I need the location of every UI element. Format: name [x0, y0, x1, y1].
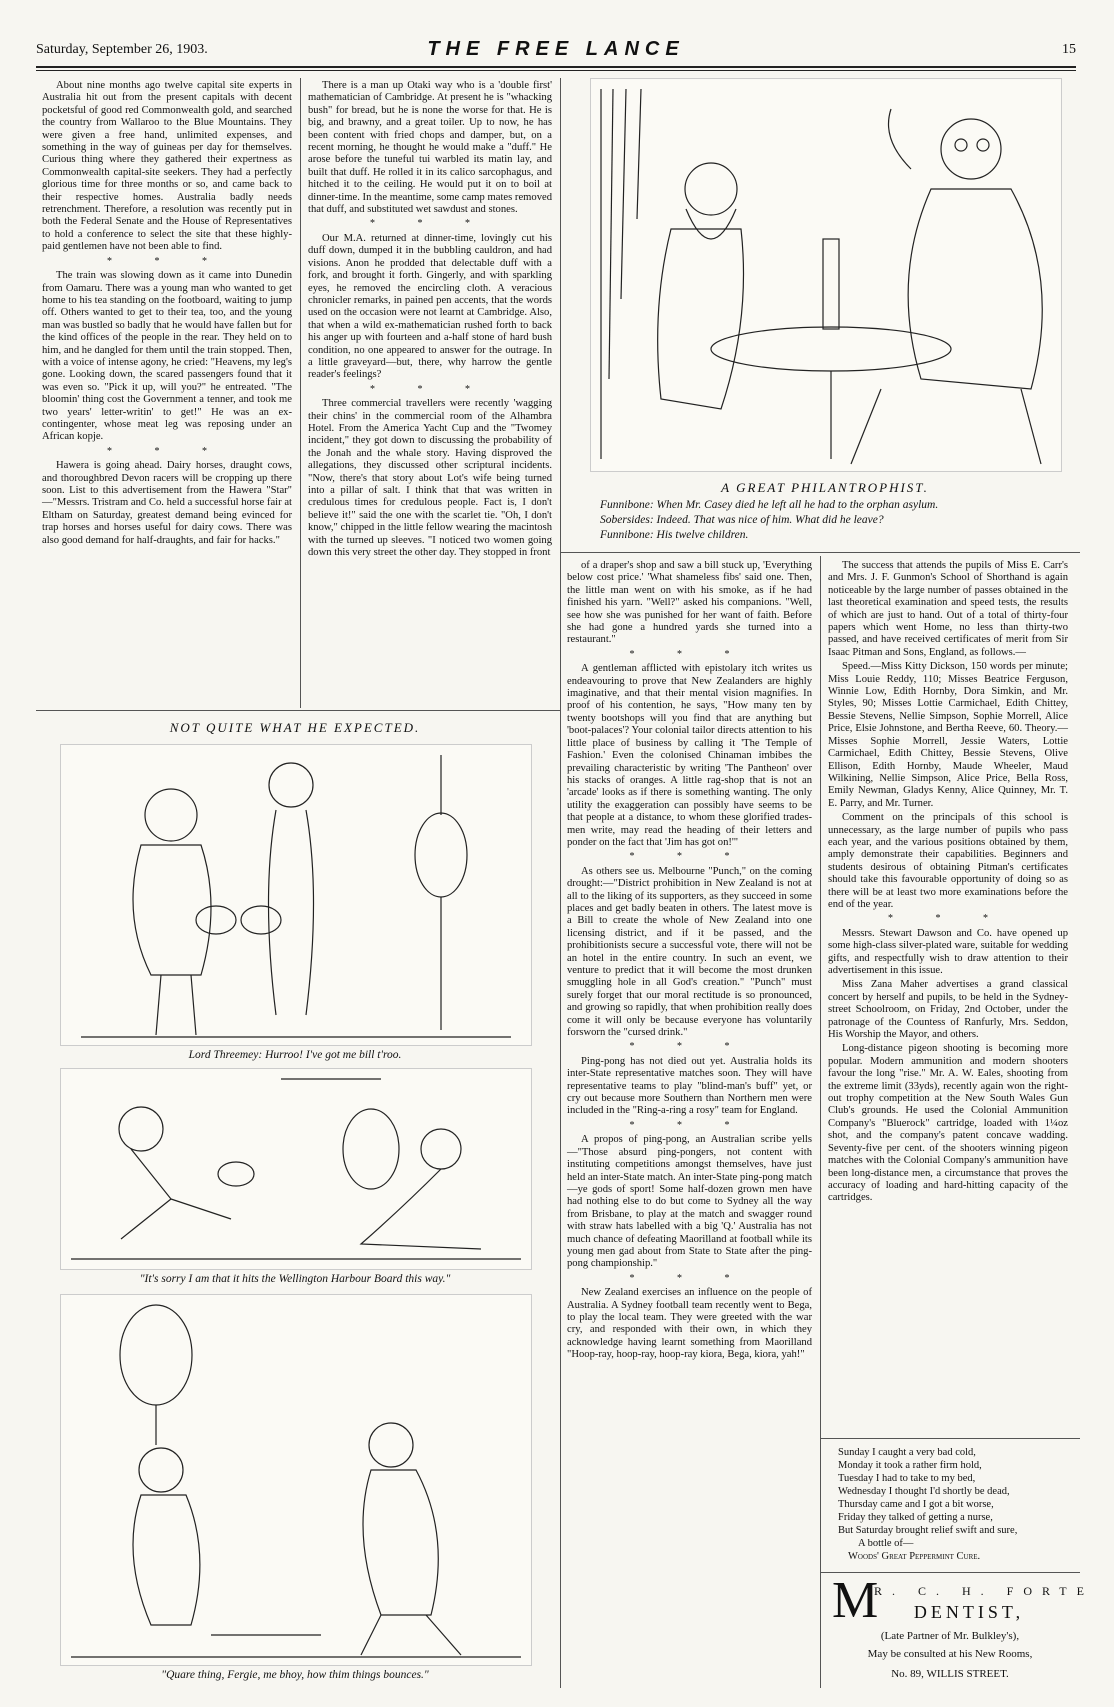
section-separator: * * * — [370, 383, 490, 395]
cartoon-1-caption — [600, 498, 1060, 543]
article-paragraph: A propos of ping-pong, an Australian scribe yells —"Those absurd ping-pongers, not content with instituting competitions amongst themselves, have just held an inter-State match. An inter-State ping-pong match—ye gods of sport! Some half-dozen grown men have had nothing else to do but come to Sydney all the way from Brisbane, to play at the match and swagger round with straw hats labelled with a big 'Q.' Australia has not much chance of defeating Maorilland at football while its young men gad about from State to State after the ping-pong championship." — [567, 1134, 812, 1270]
poem-line: Wednesday I thought I'd shortly be dead, — [838, 1486, 1010, 1497]
article-paragraph: The success that attends the pupils of Miss E. Carr's and Mrs. J. F. Gunmon's School of Shorthand is again noticeable by the large number of passes obtained in the last theoretical examination and speed tests, the results of which are just to hand. Out of a total of thirty-four papers which went Home, no less than thirty-two passed, and have received certificates of merit from Sir Isaac Pitman and Sons, England, as follows.— — [828, 560, 1068, 658]
article-paragraph: New Zealand exercises an influence on the people of Australia. A Sydney football team recently went to Bega, to play the local team. They were greeted with the war cry, and responded with their own, in which they acknowledge having learnt something from Maorilland "Hoop-ray, hoop-ray, hoop-ray kiora, Bega, kiora, yah!" — [567, 1287, 812, 1361]
poem-line: Tuesday I had to take to my bed, — [838, 1473, 976, 1484]
dentist-ad — [830, 1572, 1094, 1688]
section-separator: * * * — [629, 1041, 750, 1053]
dentist-address: No. 89, WILLIS STREET. — [891, 1668, 1009, 1680]
caption-line: Sobersides: Indeed. That was nice of him. What did he leave? — [600, 514, 884, 526]
cartoon-2-caption-3: "Quare thing, Fergie, me bhoy, how thim things bounces." — [161, 1669, 429, 1681]
masthead: THE FREE LANCE — [427, 38, 685, 60]
article-paragraph: About nine months ago twelve capital site experts in Australia hit out from the present capitals with decent pocketsful of good red Commonwealth gold, and searched the country from Wallaroo to the Blue Mountains. They were given a free hand, unlimited expenses, and something in the way of guineas per day for themselves. Curious thing where they gathered their expertness as Commonwealth capital-site seekers. They had a perfectly glorious time for three months or so, and came back to their respective homes. Australia badly needs retrenchment. Therefore, a resolution was recently put in both the Federal Senate and the House of Representatives to hold a conference to select the site that these highly-paid gentlemen have not been able to find. — [42, 80, 292, 253]
column-1 — [42, 80, 292, 549]
page-header — [36, 40, 1076, 62]
section-separator: * * * — [107, 255, 227, 267]
caption-line: Funnibone: When Mr. Casey died he left all he had to the orphan asylum. — [600, 499, 939, 511]
cartoon-drawing — [61, 1069, 531, 1269]
column-divider — [560, 78, 561, 1688]
section-separator: * * * — [629, 1119, 750, 1131]
cartoon-panel-3 — [60, 1294, 532, 1666]
cartoon-drawing — [591, 79, 1061, 471]
section-rule — [820, 1438, 1080, 1439]
poem-line: Monday it took a rather firm hold, — [838, 1460, 982, 1471]
column-divider — [300, 78, 301, 708]
column-3 — [567, 560, 812, 1364]
section-separator: * * * — [629, 648, 750, 660]
header-rule-thin — [36, 70, 1076, 71]
dentist-line: (Late Partner of Mr. Bulkley's), — [880, 1630, 1020, 1642]
column-4 — [828, 560, 1068, 1207]
page-number: 15 — [1062, 42, 1076, 57]
article-paragraph: Long-distance pigeon shooting is becoming more popular. Modern ammunition and modern shooters favour the long "rise." Mr. A. W. Eales, shooting from the extreme limit (33yds), recently again won the right-out trophy competition at the New South Wales Gun Club's grounds. He used the Colonial Ammunition Company's "Bluerock" cartridge, loaded with 1¼oz shot, and the company's patent concave wadding. Seventy-five per cent. of the shooters winning pigeon matches with the Colonial Company's ammunition have been long-distance men, a circumstance that proves the accuracy of loading and hard-hitting capacity of the cartridges. — [828, 1043, 1068, 1204]
poem-product: Woods' Great Peppermint Cure. — [848, 1551, 981, 1562]
section-separator: * * * — [629, 851, 750, 863]
article-paragraph: Comment on the principals of this school is unnecessary, as the large number of pupils who pass each year, and the various positions obtained by them, amply demonstrate their capabilities. Beginners and students desirous of obtaining Pitman's certificates should take this favourable opportunity of doing so as there will be at least two more examinations before the end of the year. — [828, 812, 1068, 910]
article-paragraph: The train was slowing down as it came into Dunedin from Oamaru. There was a young man who wanted to get home to his tea standing on the footboard, waiting to jump off. Others wanted to get to their tea, too, and the young man was bustled so badly that he would have fallen but for the kind offices of the people in the rear. They held on to him, and he dangled for them until the train stopped. Then, with a voice of intense agony, he cried: "Heavens, my leg's gone. Looking down, the scared passengers found that it was even so. "Pick it up, will you?" he entreated. "The bloomin' thing cost the Government a tenner, and took me two years' letter-writin' to get!" He was an ex-contingenter, whose meat leg was reposing under an African kopje. — [42, 270, 292, 443]
article-paragraph: Hawera is going ahead. Dairy horses, draught cows, and thoroughbred Devon racers will be cropping up there soon. List to this advertisement from the Hawera "Star" —"Messrs. Tristram and Co. held a successful horse fair at Eltham on Saturday, greatest demand being evinced for trap horses and horses useful for dairy cows. There was also good demand for half-draughts, and fair for hacks." — [42, 460, 292, 546]
article-paragraph: Speed.—Miss Kitty Dickson, 150 words per minute; Miss Louie Reddy, 110; Misses Beatrice Ferguson, Winnie Low, Edith Hornby, Dora Simkin, and Mr. Styles, 90; Misses Lottie Carmichael, Edith Chittey, Bessie Stevens, Nellie Simpson, Sophie Morrell, Alice Price, Elsie Johnstone, and Bertha Reeve, 60. Theory.—Misses Sophie Morrell, Jessie Waters, Lottie Carmichael, Edith Chittey, Bessie Stevens, Olive Ellison, Edith Hornby, Maude Wheeler, Maud Wilkining, Nellie Simpson, Alice Price, Bella Ross, Emily Newman, Gladys Kenny, Alice Quinney, Mr. T. E. Parry, and Mr. Turner. — [828, 661, 1068, 809]
cartoon-drawing — [61, 745, 531, 1045]
poem-line: Thursday came and I got a bit worse, — [838, 1499, 994, 1510]
section-separator: * * * — [888, 913, 1008, 925]
cartoon-1-title: A GREAT PHILANTROPHIST. — [721, 480, 929, 495]
header-rule — [36, 66, 1076, 68]
poem-line: Sunday I caught a very bad cold, — [838, 1447, 976, 1458]
article-paragraph: of a draper's shop and saw a bill stuck up, 'Everything below cost price.' 'What shameless fibs' said one. Then, the little man went on with his smoke, as if he had finished his yarn. "Well?" asked his companions. "Well, see how she was punished for her want of faith. Before she had gone a hundred yards she turned into a restaurant." — [567, 560, 812, 646]
dentist-name: R. C. H. FORTE — [874, 1584, 1094, 1598]
section-separator: * * * — [107, 445, 227, 457]
section-rule — [36, 710, 560, 711]
drop-cap: M — [832, 1572, 879, 1629]
peppermint-cure-ad — [838, 1446, 1068, 1563]
article-paragraph: Three commercial travellers were recently 'wagging their chins' in the commercial room of the Alhambra Hotel. From the America Yacht Cup and the "Twomey incident," they got down to discussing the probability of the Jonah and the whale story. Having disproved the allegations, they discussed other scriptural incidents. "Now, there's that story about Lot's wife being turned into a pillar of salt. I think that that was written in credulous times for credulous people. Fact is, I don't believe it!" said the one with the scarlet tie. "Oh, I don't know," chipped in the little fellow wearing the macintosh with the turned up sleeves. "I noticed two women going down this very street the other day. They stopped in front — [308, 398, 552, 559]
poem-line: But Saturday brought relief swift and sure, — [838, 1525, 1018, 1536]
poem-line: Friday they talked of getting a nurse, — [838, 1512, 993, 1523]
cartoon-drawing — [61, 1295, 531, 1665]
article-paragraph: Ping-pong has not died out yet. Australia holds its inter-State representative matches soon. They will have representative teams to play "blind-man's buff" yet, or cry out because more Southern than Northern men were included in the "Ring-a-ring a rosy" team for England. — [567, 1055, 812, 1117]
article-paragraph: There is a man up Otaki way who is a 'double first' mathematician of Cambridge. At present he is "whacking bush" for bread, but he is none the worse for that. He is big, and brawny, and a great toiler. Up to now, he has been content with fried chops and damper, but, on a recent morning, he thought he would make a "duff." He arose before the tuneful tui warbled its matin lay, and built that duff. He rolled it in its calico sarcophagus, and hitched it to the ceiling. He would put it on to boil at dinner-time. In the meantime, some camp mates removed that duff, and substituted wet sawdust and stones. — [308, 80, 552, 216]
dentist-title: DENTIST, — [913, 1602, 1025, 1622]
section-rule — [560, 552, 1080, 553]
article-paragraph: Our M.A. returned at dinner-time, lovingly cut his duff down, dumped it in the bubbling cauldron, and had visions. Anon he prodded that delectable duff with a fork, and brought it forth. Gingerly, and with sparkling eyes, he removed the encircling cloth. A veracious chronicler remarks, in pained pen accents, that the words used on the occasion were not learnt at Cambridge. Also, that when a wild ex-mathematician rushed forth to back his anger up with fourteen and a-half stone of hard bush condition, no one appeared to answer for the outrage. In a little graveyard—but, there, why harrow the gentle reader's feelings? — [308, 232, 552, 381]
dentist-line: May be consulted at his New Rooms, — [867, 1648, 1033, 1660]
cartoon-2-caption-2: "It's sorry I am that it hits the Wellington Harbour Board this way." — [139, 1273, 451, 1285]
article-paragraph: Messrs. Stewart Dawson and Co. have opened up some high-class silver-plated ware, suitable for wedding gifts, and respectfully wish to draw attention to their advertisement in this issue. — [828, 927, 1068, 976]
issue-date: Saturday, September 26, 1903. — [36, 42, 208, 57]
article-paragraph: As others see us. Melbourne "Punch," on the coming drought:—"District prohibition in New Zealand is not at all to the liking of its supporters, as they succeed in some places and get badly beaten in others. The latest move is a Bill to create the whole of New Zealand into one licensing district, and if it be passed, and the prohibitionists secure a successful vote, there will not be an hotel in the entire country. In such an event, we venture to predict that it will become the most drunken smuggling hole in all God's creation." "Punch" must surely forget that our moral rectitude is so pronounced, and growing so rapidly, that when prohibition really does come it will only be because everyone has voluntarily forsworn the "cursed drink." — [567, 865, 812, 1039]
column-2 — [308, 80, 552, 561]
cartoon-panel-1 — [60, 744, 532, 1046]
cartoon-2-caption-1: Lord Threemey: Hurroo! I've got me bill t'roo. — [188, 1049, 402, 1061]
cartoon-2-title: NOT QUITE WHAT HE EXPECTED. — [169, 720, 421, 735]
poem-line: A bottle of— — [858, 1538, 914, 1549]
cartoon-philanthropist — [590, 78, 1062, 472]
column-divider — [820, 556, 821, 1688]
caption-line: Funnibone: His twelve children. — [600, 529, 749, 541]
section-separator: * * * — [629, 1272, 750, 1284]
cartoon-panel-2 — [60, 1068, 532, 1270]
article-paragraph: Miss Zana Maher advertises a grand classical concert by herself and pupils, to be held in the Sydney-street Schoolroom, on Friday, 2nd October, under the patronage of the Countess of Ranfurly, Mrs. Seddon, His Worship the Mayor, and others. — [828, 979, 1068, 1041]
article-paragraph: A gentleman afflicted with epistolary itch writes us endeavouring to prove that New Zealanders are highly imaginative, and that their mental vision magnifies. In proof of his contention, he says, "How many ten by twenty bootshops will you find that are anything but 'boot-palaces'? Your colonial tailor directs attention to his little place of business by calling it 'The Temple of Fashion.' Even the colonised Chinaman imbibes the prevailing characteristic by writing 'The Pantheon' over his stacks of oranges. A little rag-shop that is not an 'arcade' looks as if there is something wanting. The only utility the exaggeration can possibly have seems to be that people at a distance, to whom these glorified trades-men write, may read the heading of their letters and ponder on the fact that 'Jim has got on!'" — [567, 663, 812, 848]
section-separator: * * * — [370, 218, 490, 230]
